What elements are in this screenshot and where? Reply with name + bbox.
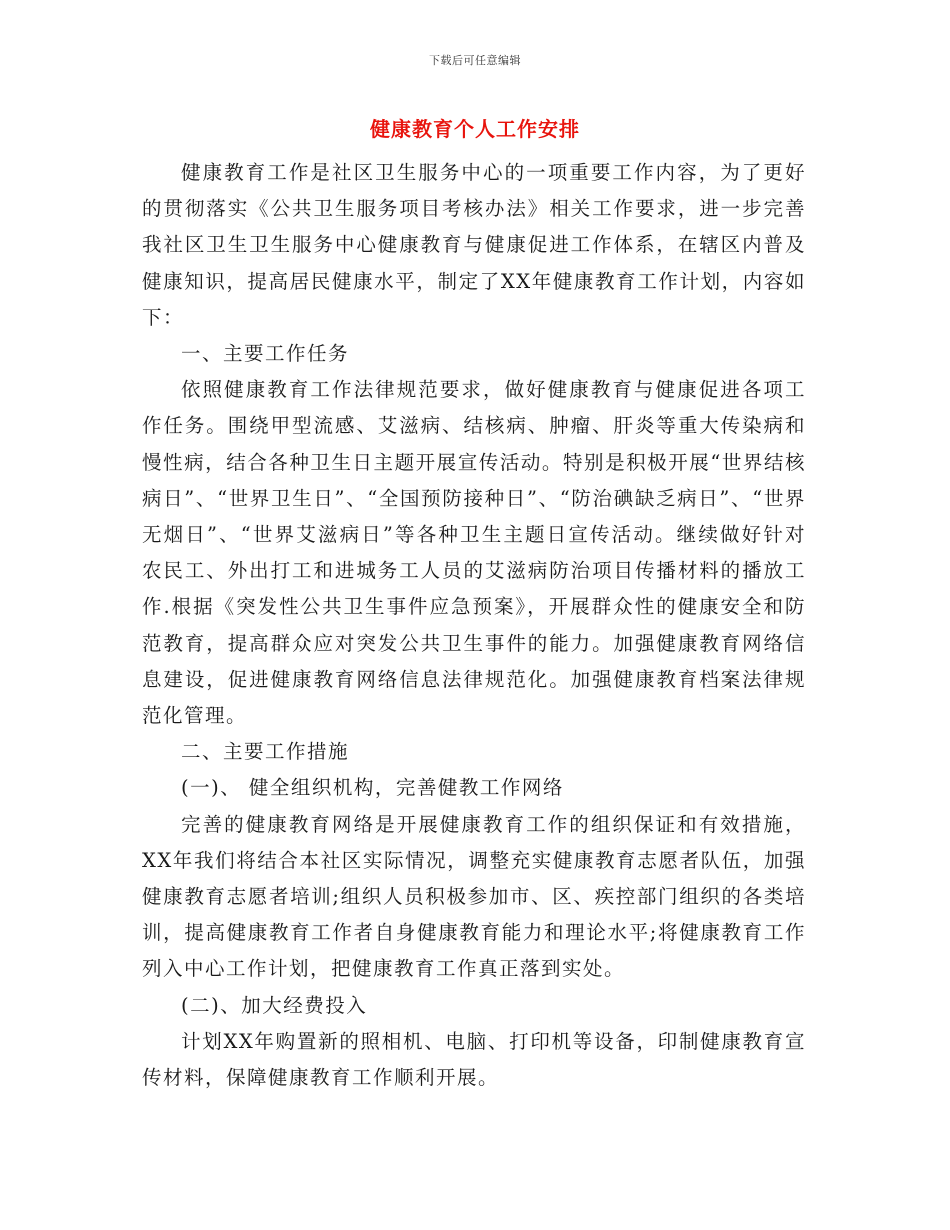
- document-body: [142, 155, 806, 1096]
- subheading-funding: (二)、加大经费投入: [181, 993, 368, 1017]
- subheading-organization: (一)、 健全组织机构，完善健教工作网络: [181, 776, 564, 800]
- header-note: 下载后可任意编辑: [429, 54, 521, 67]
- organization-paragraph: 完善的健康教育网络是开展健康教育工作的组织保证和有效措施，XX年我们将结合本社区实际情况，调整充实健康教育志愿者队伍，加强健康教育志愿者培训;组织人员积极参加市、区、疾控部门组织的各类培训，提高健康教育工作者自身健康教育能力和理论水平;将健康教育工作列入中心工作计划，把健康教育工作真正落到实处。: [142, 812, 806, 981]
- document-title: 健康教育个人工作安排: [370, 117, 580, 141]
- section-heading-tasks: 一、主要工作任务: [181, 342, 350, 366]
- tasks-paragraph: 依照健康教育工作法律规范要求，做好健康教育与健康促进各项工作任务。围绕甲型流感、艾滋病、结核病、肿瘤、肝炎等重大传染病和慢性病，结合各种卫生日主题开展宣传活动。特别是积极开展“世界结核病日”、“世界卫生日”、“全国预防接种日”、“防治碘缺乏病日”、“世界无烟日”、“世界艾滋病日”等各种卫生主题日宣传活动。继续做好针对农民工、外出打工和进城务工人员的艾滋病防治项目传播材料的播放工作.根据《突发性公共卫生事件应急预案》，开展群众性的健康安全和防范教育，提高群众应对突发公共卫生事件的能力。加强健康教育网络信息建设，促进健康教育网络信息法律规范化。加强健康教育档案法律规范化管理。: [142, 378, 806, 728]
- section-heading-measures: 二、主要工作措施: [181, 740, 350, 764]
- funding-paragraph: 计划XX年购置新的照相机、电脑、打印机等设备，印制健康教育宣传材料，保障健康教育工作顺利开展。: [142, 1029, 806, 1090]
- intro-paragraph: 健康教育工作是社区卫生服务中心的一项重要工作内容，为了更好的贯彻落实《公共卫生服务项目考核办法》相关工作要求，进一步完善我社区卫生卫生服务中心健康教育与健康促进工作体系，在辖区内普及健康知识，提高居民健康水平，制定了XX年健康教育工作计划，内容如下：: [142, 161, 806, 329]
